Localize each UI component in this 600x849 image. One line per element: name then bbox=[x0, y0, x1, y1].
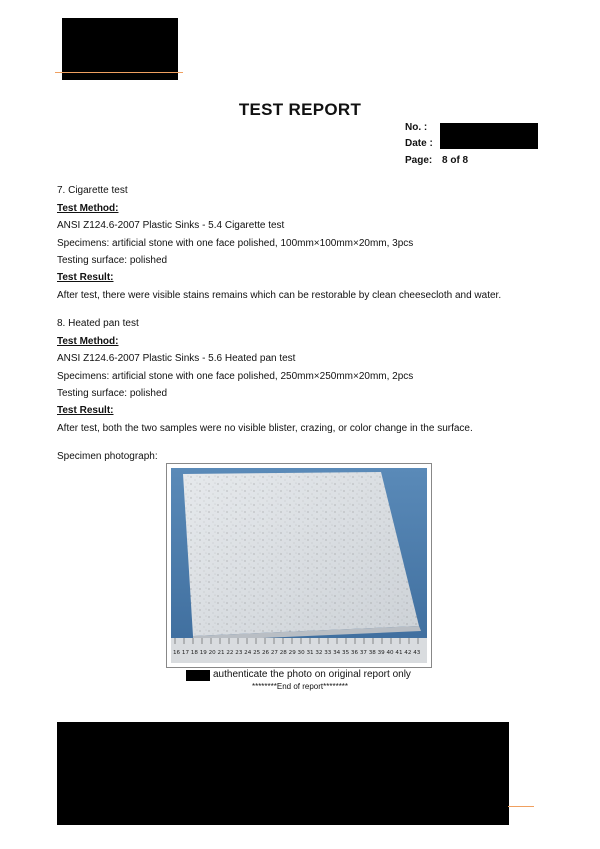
report-number-redacted bbox=[440, 123, 538, 149]
section-7-surface: Testing surface: polished bbox=[57, 255, 168, 266]
section-7-specimens: Specimens: artificial stone with one face polished, 100mm×100mm×20mm, 3pcs bbox=[57, 238, 414, 249]
section-8-heading: 8. Heated pan test bbox=[57, 318, 139, 329]
specimen-photo bbox=[171, 468, 427, 663]
page-value: 8 of 8 bbox=[442, 155, 469, 166]
section-7-method-label: Test Method: bbox=[57, 203, 119, 214]
end-of-report: ********End of report******** bbox=[251, 682, 349, 691]
ruler-numbers: 16 17 18 19 20 21 22 23 24 25 26 27 28 29 30 31 32 33 34 35 36 37 38 39 40 41 42 43 bbox=[173, 650, 421, 656]
specimen-photo-label: Specimen photograph: bbox=[57, 451, 158, 462]
page-label: Page: bbox=[405, 155, 433, 166]
section-7-result: After test, there were visible stains remains which can be restorable by clean cheesecloth and water. bbox=[57, 290, 502, 301]
header-accent-line bbox=[55, 72, 183, 73]
footer-redacted bbox=[57, 722, 509, 825]
section-8-surface: Testing surface: polished bbox=[57, 388, 168, 399]
section-8-method: ANSI Z124.6-2007 Plastic Sinks - 5.6 Heated pan test bbox=[57, 353, 296, 364]
page-title: TEST REPORT bbox=[238, 100, 362, 119]
specimen-photo-frame bbox=[166, 463, 432, 668]
footer-accent-line bbox=[508, 806, 534, 807]
company-logo-redacted bbox=[62, 18, 178, 80]
section-8-specimens: Specimens: artificial stone with one face polished, 250mm×250mm×20mm, 2pcs bbox=[57, 371, 414, 382]
company-name-redacted bbox=[186, 670, 210, 681]
section-8-method-label: Test Method: bbox=[57, 336, 119, 347]
section-8-result-label: Test Result: bbox=[57, 405, 114, 416]
report-number-label: No. : bbox=[405, 122, 428, 133]
section-8-result: After test, both the two samples were no visible blister, crazing, or color change in the surface. bbox=[57, 423, 473, 434]
authentication-note: authenticate the photo on original report only bbox=[213, 669, 411, 680]
section-7-result-label: Test Result: bbox=[57, 272, 114, 283]
section-7-heading: 7. Cigarette test bbox=[57, 185, 128, 196]
report-date-label: Date : bbox=[405, 138, 433, 149]
section-7-method: ANSI Z124.6-2007 Plastic Sinks - 5.4 Cigarette test bbox=[57, 220, 285, 231]
